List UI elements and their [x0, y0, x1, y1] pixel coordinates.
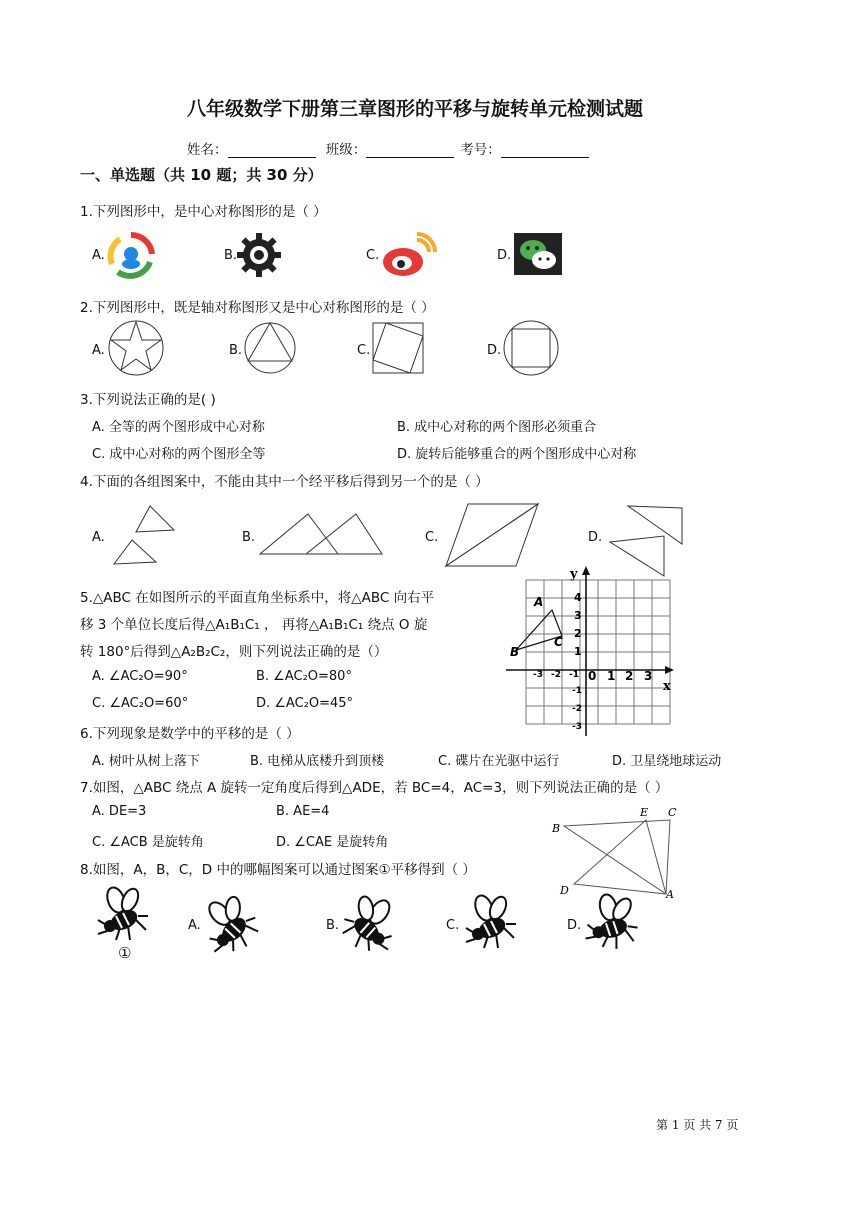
q5-option-a[interactable]: A. ∠AC₂O=90°	[92, 669, 188, 684]
q2-option-d-label: D.	[487, 343, 502, 358]
q1-option-d-label: D.	[497, 248, 512, 263]
page-title: 八年级数学下册第三章图形的平移与旋转单元检测试题	[187, 98, 644, 120]
bee-icon	[200, 896, 266, 952]
q7-option-c[interactable]: C. ∠ACB 是旋转角	[92, 835, 204, 850]
q4-option-c-figure	[442, 500, 540, 570]
circle-star-figure	[108, 320, 164, 376]
q7-stem: 7.如图，△ABC 绕点 A 旋转一定角度后得到△ADE，若 BC=4，AC=3，则下列说法正确的是（ ）	[80, 780, 669, 796]
wechat-logo-icon	[514, 233, 562, 275]
q3-stem: 3.下列说法正确的是( )	[80, 392, 216, 408]
y-tick-label: -1	[572, 686, 582, 696]
q8-stem: 8.如图，A，B，C，D 中的哪幅图案可以通过图案①平移得到（ ）	[80, 862, 476, 878]
q8-option-b-label: B.	[326, 918, 340, 933]
qq-logo-icon	[106, 232, 156, 278]
bee-icon	[582, 894, 642, 952]
weibo-logo-icon	[381, 232, 437, 278]
q7-option-b[interactable]: B. AE=4	[276, 804, 330, 819]
q2-option-c-label: C.	[357, 343, 371, 358]
page-footer: 第 1 页 共 7 页	[656, 1118, 739, 1132]
point-d-label: D	[560, 884, 569, 897]
q7-option-d[interactable]: D. ∠CAE 是旋转角	[276, 835, 389, 850]
point-a-label: A	[534, 595, 544, 609]
y-tick-label: 2	[574, 627, 582, 640]
q4-stem: 4.下面的各组图案中，不能由其中一个经平移后得到另一个的是（ ）	[80, 474, 489, 490]
q4-option-a-label: A.	[92, 530, 105, 545]
q1-option-a-label: A.	[92, 248, 105, 263]
q1-option-b-label: B.	[224, 248, 238, 263]
q5-option-c[interactable]: C. ∠AC₂O=60°	[92, 696, 189, 711]
q5-stem-line1: 5.△ABC 在如图所示的平面直角坐标系中，将△ABC 向右平	[80, 590, 435, 606]
q8-option-a-label: A.	[188, 918, 201, 933]
coordinate-grid-figure	[506, 566, 678, 738]
q5-option-b[interactable]: B. ∠AC₂O=80°	[256, 669, 352, 684]
class-blank[interactable]	[366, 143, 454, 158]
x-tick-label: -2	[551, 670, 561, 680]
q6-option-a[interactable]: A. 树叶从树上落下	[92, 754, 200, 769]
q4-option-b-label: B.	[242, 530, 256, 545]
q2-option-a-label: A.	[92, 343, 105, 358]
x-tick-label: 3	[644, 669, 653, 683]
point-e-label: E	[640, 806, 649, 819]
y-tick-label: 1	[574, 645, 582, 658]
y-axis-label: y	[570, 567, 578, 582]
pattern-1-label: ①	[118, 944, 132, 962]
q3-option-b[interactable]: B. 成中心对称的两个图形必须重合	[397, 420, 597, 435]
q5-stem-line2: 移 3 个单位长度后得△A₁B₁C₁ ， 再将△A₁B₁C₁ 绕点 O 旋	[80, 617, 428, 633]
section-heading: 一、单选题（共 10 题；共 30 分）	[80, 166, 323, 184]
q4-option-b-figure	[258, 510, 384, 558]
q3-option-a[interactable]: A. 全等的两个图形成中心对称	[92, 420, 265, 435]
q5-stem-line3: 转 180°后得到△A₂B₂C₂，则下列说法正确的是（）	[80, 644, 388, 660]
q8-option-c-label: C.	[446, 918, 460, 933]
exam-no-label: 考号：	[460, 142, 501, 158]
point-c-label: C	[554, 635, 563, 649]
gear-icon	[237, 233, 281, 277]
square-rotated-square-figure	[372, 322, 424, 374]
student-info-line	[187, 138, 595, 158]
q3-option-c[interactable]: C. 成中心对称的两个图形全等	[92, 447, 266, 462]
y-tick-label: -3	[572, 722, 582, 732]
x-tick-label: -3	[533, 670, 543, 680]
q6-option-d[interactable]: D. 卫星绕地球运动	[612, 754, 722, 769]
x-tick-label: -1	[569, 670, 579, 680]
q2-option-b-label: B.	[229, 343, 243, 358]
point-a-label: A	[666, 888, 674, 901]
q4-option-d-label: D.	[588, 530, 603, 545]
circle-triangle-figure	[244, 322, 296, 374]
name-blank[interactable]	[228, 143, 316, 158]
q7-option-a[interactable]: A. DE=3	[92, 804, 147, 819]
x-tick-label: 1	[607, 669, 616, 683]
x-tick-label: 2	[625, 669, 634, 683]
class-label: 班级：	[325, 142, 367, 158]
q6-option-c[interactable]: C. 碟片在光驱中运行	[438, 754, 560, 769]
exam-no-blank[interactable]	[501, 143, 589, 158]
q8-option-d-label: D.	[567, 918, 582, 933]
y-tick-label: 3	[574, 609, 582, 622]
origin-label: 0	[588, 669, 597, 683]
y-tick-label: 4	[574, 591, 582, 604]
point-b-label: B	[510, 645, 520, 659]
y-tick-label: -2	[572, 704, 582, 714]
q6-option-b[interactable]: B. 电梯从底楼升到顶楼	[250, 754, 385, 769]
q3-option-d[interactable]: D. 旋转后能够重合的两个图形成中心对称	[397, 447, 637, 462]
q2-stem: 2.下列图形中，既是轴对称图形又是中心对称图形的是（ ）	[80, 300, 435, 316]
q5-option-d[interactable]: D. ∠AC₂O=45°	[256, 696, 354, 711]
name-label: 姓名：	[187, 142, 228, 158]
q4-option-a-figure	[110, 502, 190, 566]
point-c-label: C	[668, 806, 677, 819]
q6-stem: 6.下列现象是数学中的平移的是（ ）	[80, 726, 300, 742]
rotation-triangle-figure	[550, 806, 686, 902]
x-axis-label: x	[663, 679, 671, 694]
q1-option-c-label: C.	[366, 248, 380, 263]
bee-icon	[460, 894, 520, 952]
point-b-label: B	[552, 822, 561, 835]
q4-option-c-label: C.	[425, 530, 439, 545]
bee-icon	[338, 896, 404, 952]
circle-square-figure	[503, 320, 559, 376]
bee-icon	[92, 886, 152, 944]
q1-stem: 1.下列图形中，是中心对称图形的是（ ）	[80, 204, 327, 220]
